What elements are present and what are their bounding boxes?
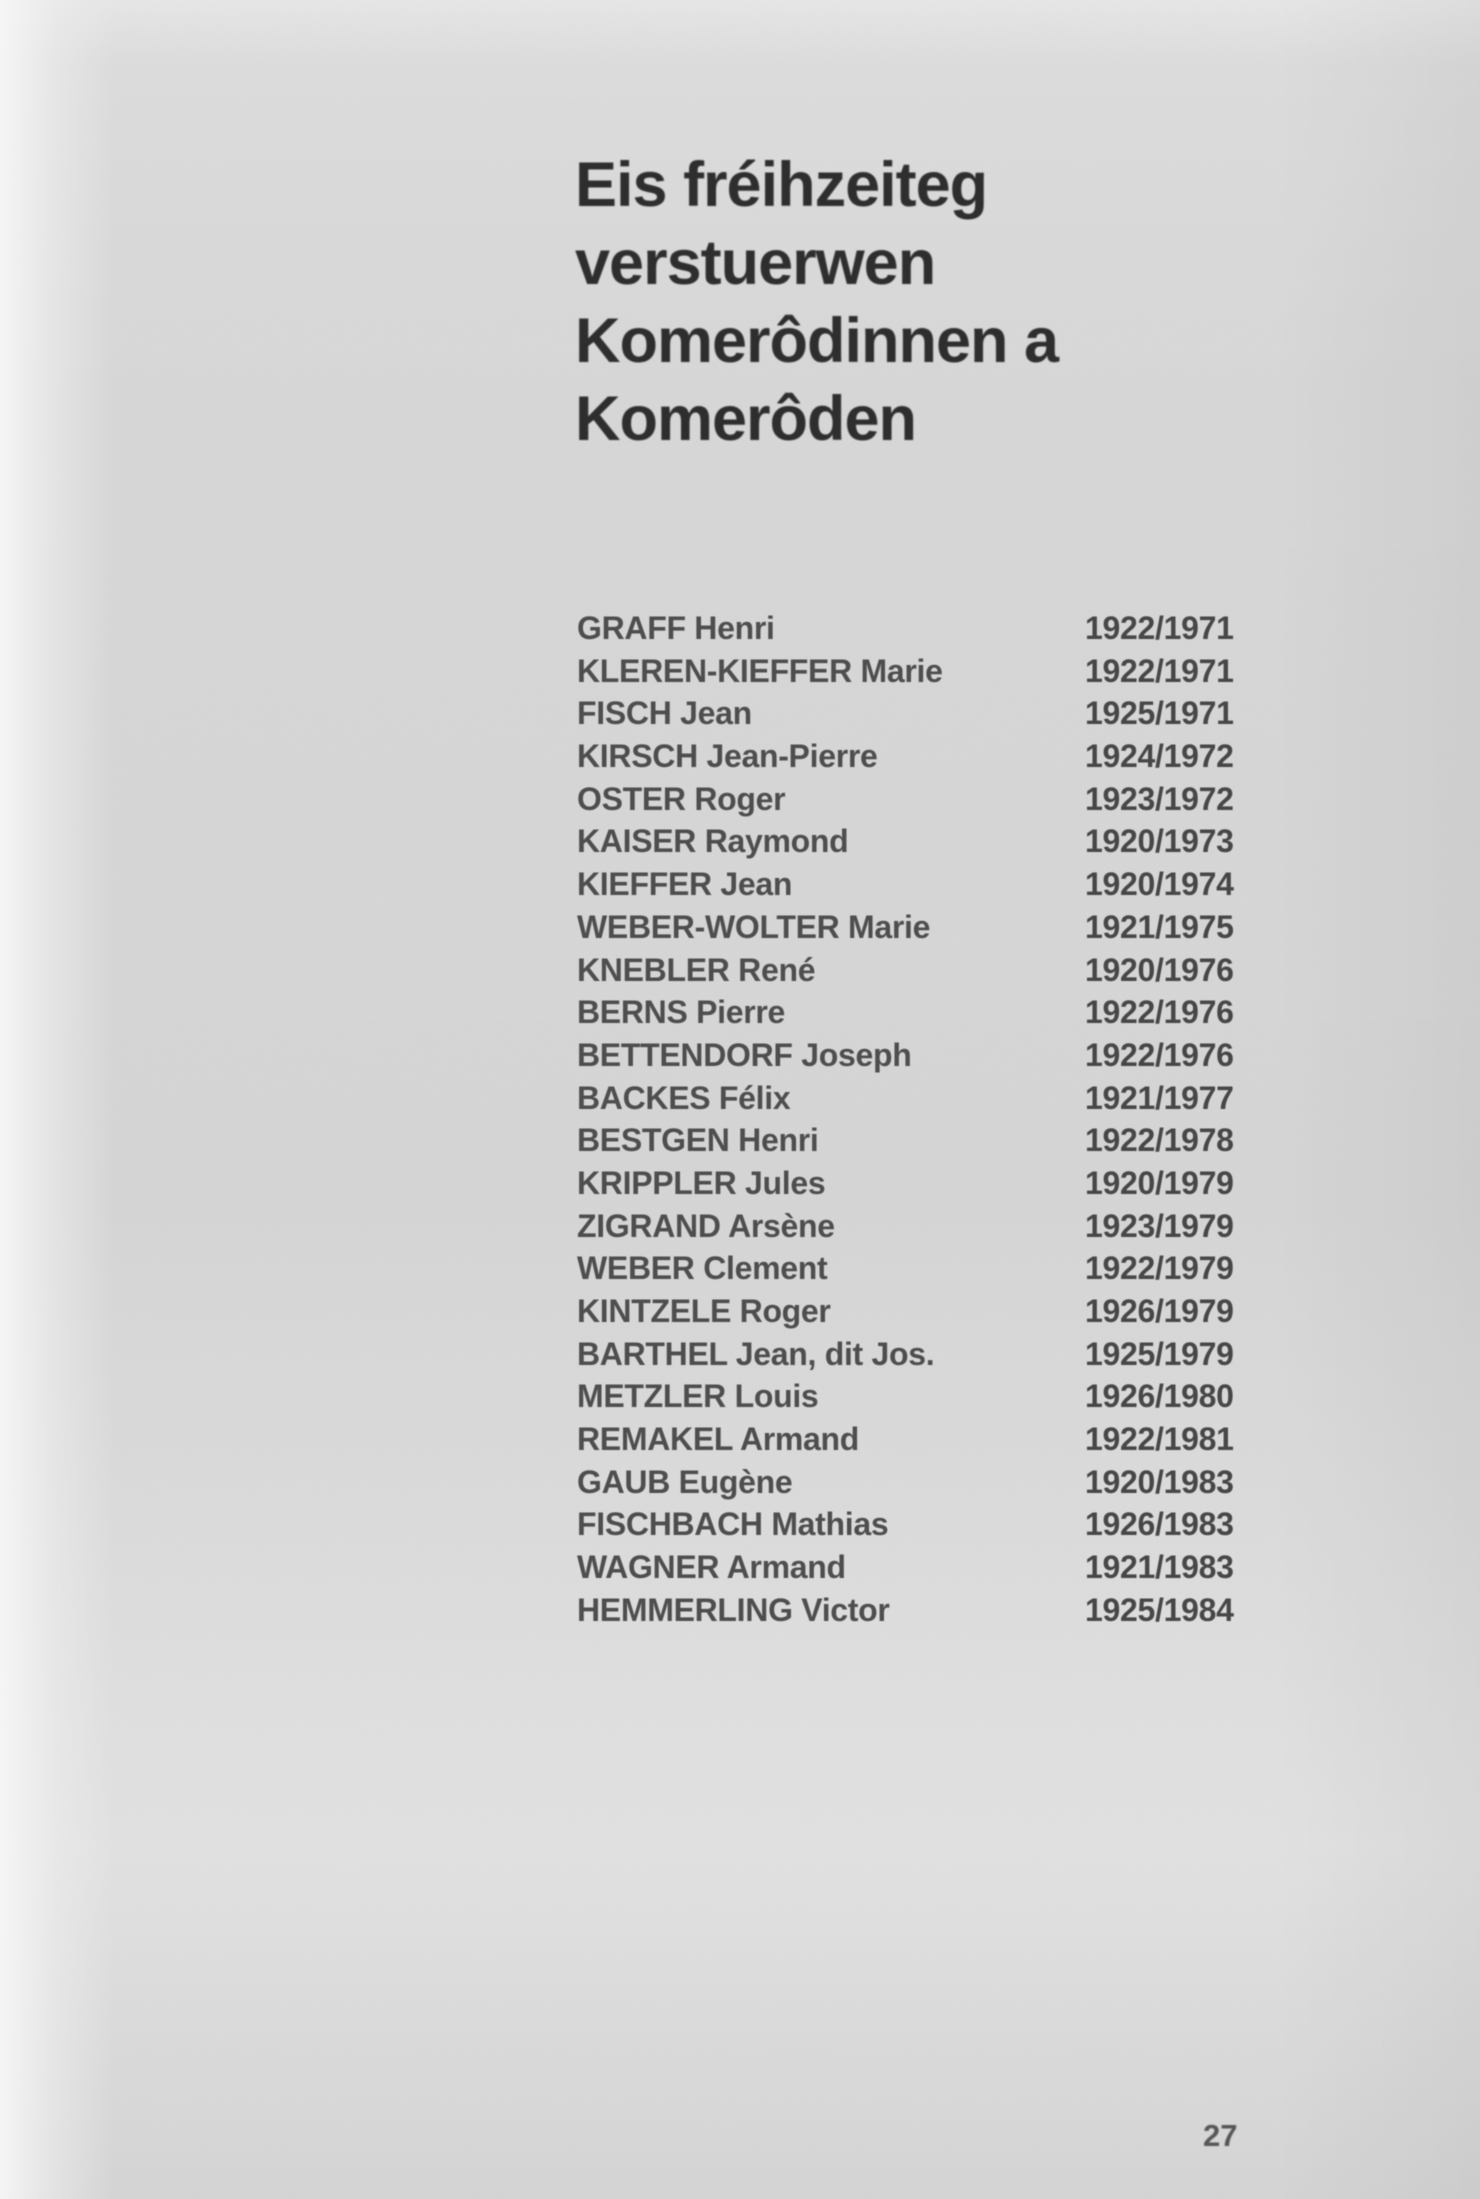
list-item (577, 863, 1277, 906)
life-years: 1926/1980 (1085, 1378, 1234, 1415)
page-title-line: Eis fréihzeiteg (575, 150, 988, 220)
life-years: 1923/1972 (1085, 780, 1234, 817)
life-years: 1920/1976 (1085, 951, 1234, 988)
person-name: OSTER Roger (577, 780, 786, 817)
person-name: REMAKEL Armand (577, 1421, 860, 1458)
list-item (577, 650, 1277, 693)
person-name: BETTENDORF Joseph (577, 1036, 912, 1073)
life-years: 1923/1979 (1085, 1207, 1234, 1244)
person-name: KIEFFER Jean (577, 866, 793, 903)
life-years: 1922/1978 (1085, 1122, 1234, 1159)
list-item (577, 906, 1277, 949)
list-item (577, 1461, 1277, 1504)
life-years: 1921/1975 (1085, 908, 1234, 945)
person-name: BARTHEL Jean, dit Jos. (577, 1335, 935, 1372)
page-title (575, 146, 1058, 458)
life-years: 1921/1983 (1085, 1549, 1234, 1586)
list-item (577, 692, 1277, 735)
person-name: GAUB Eugène (577, 1463, 793, 1500)
person-name: WEBER Clement (577, 1250, 828, 1287)
list-item (577, 607, 1277, 650)
page-title-line: Komerôden (575, 384, 917, 454)
list-item (577, 949, 1277, 992)
list-item (577, 1589, 1277, 1632)
page-title-line: verstuerwen (575, 228, 936, 298)
list-item (577, 1375, 1277, 1418)
life-years: 1922/1979 (1085, 1250, 1234, 1287)
list-item (577, 1247, 1277, 1290)
memorial-list (577, 607, 1277, 1632)
person-name: HEMMERLING Victor (577, 1591, 890, 1628)
person-name: ZIGRAND Arsène (577, 1207, 835, 1244)
life-years: 1926/1979 (1085, 1293, 1234, 1329)
list-item (577, 1290, 1277, 1333)
list-item (577, 1333, 1277, 1376)
life-years: 1922/1971 (1085, 652, 1234, 689)
list-item (577, 735, 1277, 778)
life-years: 1920/1974 (1085, 866, 1234, 903)
list-item (577, 1077, 1277, 1120)
page-title-line: Komerôdinnen a (575, 306, 1059, 376)
list-item (577, 1162, 1277, 1205)
person-name: GRAFF Henri (577, 610, 775, 646)
life-years: 1924/1972 (1085, 738, 1234, 775)
person-name: KAISER Raymond (577, 823, 849, 860)
person-name: BESTGEN Henri (577, 1122, 819, 1159)
list-item (577, 1418, 1277, 1461)
list-item (577, 1119, 1277, 1162)
life-years: 1921/1977 (1085, 1079, 1234, 1116)
list-item (577, 778, 1277, 821)
page-number: 27 (1203, 2118, 1238, 2153)
person-name: BACKES Félix (577, 1079, 791, 1116)
person-name: FISCHBACH Mathias (577, 1506, 889, 1543)
list-item (577, 1205, 1277, 1248)
person-name: KINTZELE Roger (577, 1293, 831, 1329)
life-years: 1925/1984 (1085, 1591, 1234, 1628)
person-name: METZLER Louis (577, 1378, 819, 1415)
list-item (577, 1034, 1277, 1077)
life-years: 1926/1983 (1085, 1506, 1234, 1543)
list-item (577, 1546, 1277, 1589)
list-item (577, 820, 1277, 863)
life-years: 1925/1979 (1085, 1335, 1234, 1372)
life-years: 1920/1979 (1085, 1164, 1234, 1201)
person-name: WEBER-WOLTER Marie (577, 908, 931, 945)
person-name: WAGNER Armand (577, 1549, 846, 1586)
person-name: BERNS Pierre (577, 994, 786, 1031)
person-name: KNEBLER René (577, 951, 816, 988)
life-years: 1920/1983 (1085, 1463, 1234, 1500)
life-years: 1922/1971 (1085, 610, 1234, 646)
person-name: FISCH Jean (577, 695, 752, 732)
person-name: KRIPPLER Jules (577, 1164, 826, 1201)
list-item (577, 991, 1277, 1034)
life-years: 1922/1981 (1085, 1421, 1234, 1458)
life-years: 1922/1976 (1085, 994, 1234, 1031)
person-name: KLEREN-KIEFFER Marie (577, 652, 943, 689)
life-years: 1922/1976 (1085, 1036, 1234, 1073)
list-item (577, 1503, 1277, 1546)
life-years: 1925/1971 (1085, 695, 1234, 732)
life-years: 1920/1973 (1085, 823, 1234, 860)
person-name: KIRSCH Jean-Pierre (577, 738, 878, 775)
